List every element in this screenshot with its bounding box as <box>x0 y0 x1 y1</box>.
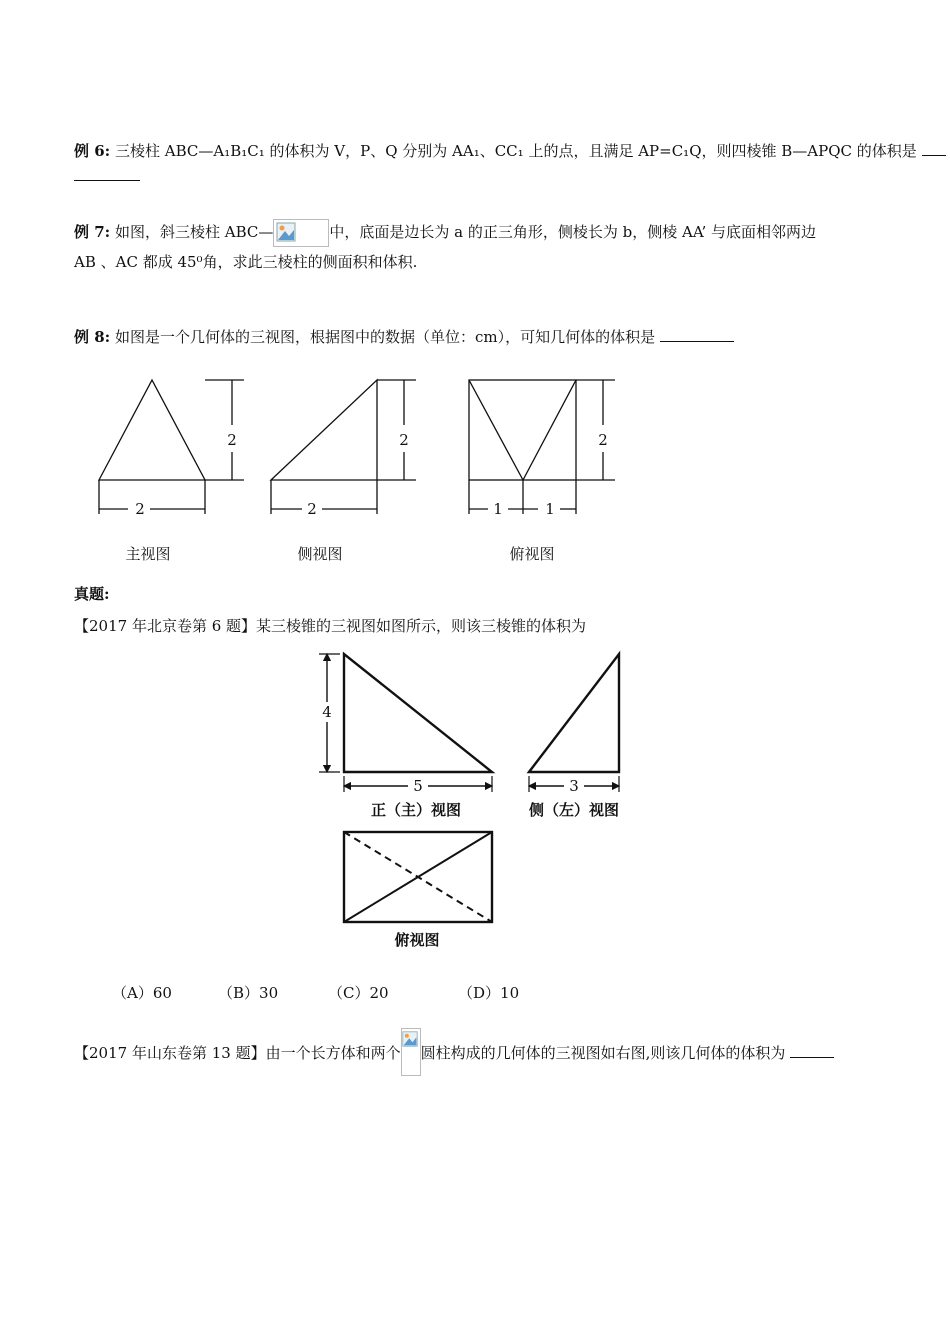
question-2-text-before: 【2017 年山东卷第 13 题】由一个长方体和两个 <box>74 1044 401 1062</box>
example-7-label: 例 7: <box>74 223 111 241</box>
top-view-width-right: 1 <box>545 500 555 518</box>
option-b: （B）30 <box>218 984 279 1002</box>
question-1-text: 【2017 年北京卷第 6 题】某三棱锥的三视图如图所示，则该三棱锥的体积为 <box>74 617 587 635</box>
q1-front-height: 4 <box>322 703 332 721</box>
top-view-caption: 俯视图 <box>509 545 555 563</box>
q1-front-width: 5 <box>413 777 423 795</box>
broken-image-icon <box>401 1028 421 1076</box>
front-view-caption: 主视图 <box>125 545 171 563</box>
option-d: （D）10 <box>458 984 520 1002</box>
example-6-text: 三棱柱 ABC—A₁B₁C₁ 的体积为 V，P、Q 分别为 AA₁、CC₁ 上的点，且满足 AP=C₁Q，则四棱锥 B—APQC 的体积是 <box>114 142 917 160</box>
example-7-text-after: 中，底面是边长为 a 的正三角形，侧棱长为 b，侧棱 AA’ 与底面相邻两边 <box>329 223 816 241</box>
question-2-line <box>74 1028 834 1076</box>
example-8-label: 例 8: <box>74 328 111 346</box>
q1-side-caption: 侧（左）视图 <box>528 801 620 819</box>
question-1-three-views <box>300 640 640 960</box>
q1-side-width: 3 <box>569 777 579 795</box>
option-c: （C）20 <box>328 984 389 1002</box>
example-7-line-2: AB 、AC 都成 45⁰角，求此三棱柱的侧面积和体积. <box>74 253 418 271</box>
side-view-height: 2 <box>399 431 409 449</box>
option-a: （A）60 <box>112 984 172 1002</box>
example-8-three-views <box>0 0 950 600</box>
example-6-label: 例 6: <box>74 142 111 160</box>
q1-front-caption: 正（主）视图 <box>370 801 462 819</box>
top-view-width-left: 1 <box>493 500 503 518</box>
section-heading: 真题: <box>74 585 110 603</box>
q1-top-caption: 俯视图 <box>394 931 440 949</box>
side-view-caption: 侧视图 <box>297 545 343 563</box>
side-view-width: 2 <box>307 500 317 518</box>
answer-blank <box>790 1043 834 1058</box>
front-view-height: 2 <box>227 431 237 449</box>
example-8-text: 如图是一个几何体的三视图，根据图中的数据（单位：cm），可知几何体的体积是 <box>114 328 656 346</box>
front-view-width: 2 <box>135 500 145 518</box>
example-7-text-before: 如图，斜三棱柱 ABC— <box>114 223 274 241</box>
top-view-height: 2 <box>598 431 608 449</box>
question-2-text-after: 圆柱构成的几何体的三视图如右图,则该几何体的体积为 <box>420 1044 786 1062</box>
